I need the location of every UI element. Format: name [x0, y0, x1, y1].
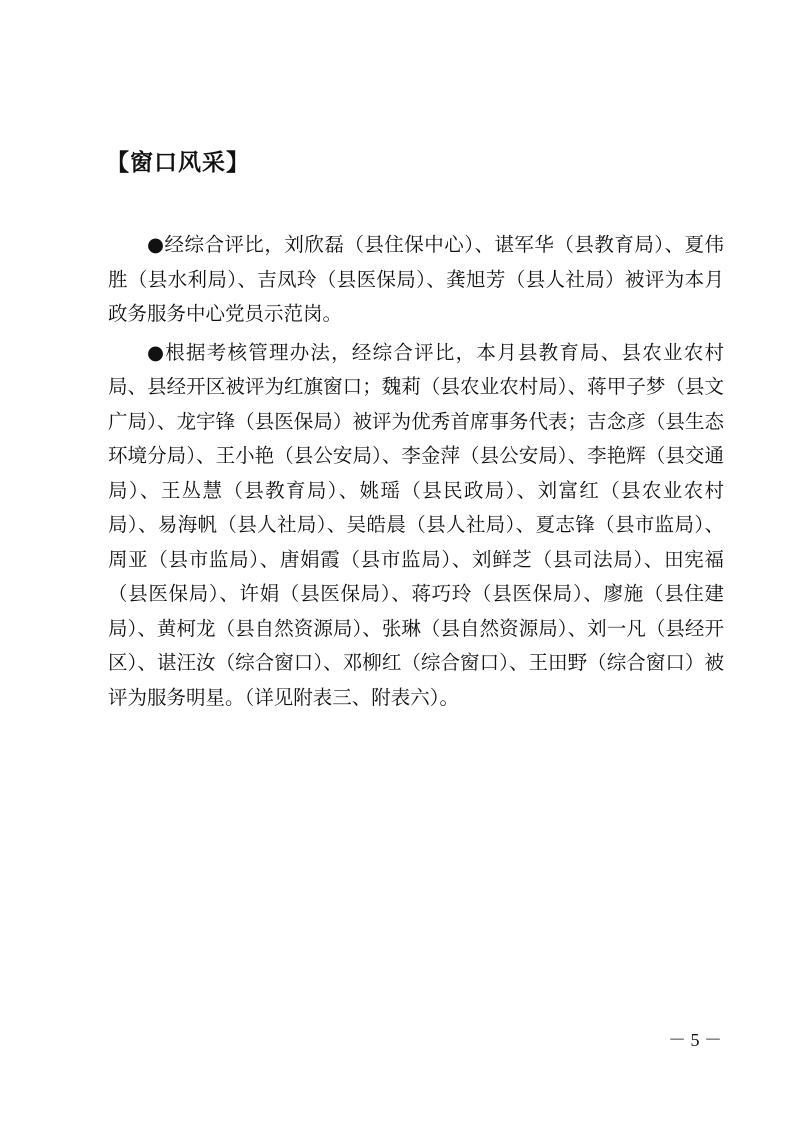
paragraph-party-member-model-posts: ●经综合评比，刘欣磊（县住保中心）、谌军华（县教育局）、夏伟胜（县水利局）、吉凤玲（县医保局）、龚旭芳（县人社局）被评为本月政务服务中心党员示范岗。 — [108, 233, 724, 325]
section-heading: 【窗口风采】 — [106, 150, 250, 176]
page-number: － 5 － — [668, 1030, 722, 1050]
body-text — [108, 228, 724, 715]
paragraph-red-flag-windows-and-service-stars: ●根据考核管理办法，经综合评比，本月县教育局、县农业农村局、县经开区被评为红旗窗口；魏莉（县农业农村局）、蒋甲子梦（县文广局）、龙宇锋（县医保局）被评为优秀首席事务代表；吉念彦（县生态环境分局）、王小艳（县公安局）、李金萍（县公安局）、李艳辉（县交通局）、王丛慧（县教育局）、姚瑶（县民政局）、刘富红（县农业农村局）、易海帆（县人社局）、吴皓晨（县人社局）、夏志锋（县市监局）、周亚（县市监局）、唐娟霞（县市监局）、刘鲜芝（县司法局）、田宪福（县医保局）、许娟（县医保局）、蒋巧玲（县医保局）、廖施（县住建局）、黄柯龙（县自然资源局）、张琳（县自然资源局）、刘一凡（县经开区）、谌汪汝（综合窗口）、邓柳红（综合窗口）、王田野（综合窗口）被评为服务明星。（详见附表三、附表六）。 — [108, 340, 724, 709]
